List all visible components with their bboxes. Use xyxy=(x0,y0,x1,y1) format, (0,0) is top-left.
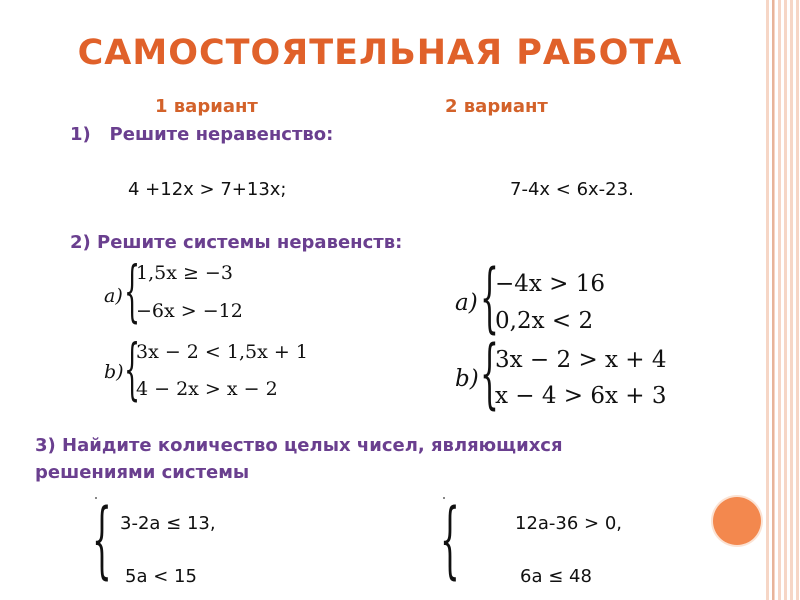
task2-v2-a-line2: 0,2x < 2 xyxy=(495,308,594,334)
task2-v2-b-brace: { xyxy=(480,329,499,418)
slide-title: САМОСТОЯТЕЛЬНАЯ РАБОТА xyxy=(77,33,683,73)
task3-v2-line1: 12a-36 > 0, xyxy=(515,513,623,534)
task2-v1-b-line1: 3x − 2 < 1,5x + 1 xyxy=(136,341,308,363)
task2-v2-b-line2: x − 4 > 6x + 3 xyxy=(495,383,667,409)
variant-1-label: 1 вариант xyxy=(155,96,258,117)
decorative-circle xyxy=(713,497,761,545)
task3-v2-brace: { xyxy=(440,489,460,589)
task1-v2-inequality: 7-4x < 6x-23. xyxy=(510,179,634,200)
task3-v1-line1: 3-2a ≤ 13, xyxy=(120,513,216,534)
task2-v1-a-line2: −6x > −12 xyxy=(136,300,243,322)
task2-v2-b-label: b) xyxy=(455,366,479,392)
task3-heading-line1: 3) Найдите количество целых чисел, являющихся xyxy=(35,435,563,456)
task2-v2-b-line1: 3x − 2 > x + 4 xyxy=(495,347,667,373)
variant-2-label: 2 вариант xyxy=(445,96,548,117)
task3-v1-brace: { xyxy=(92,489,112,589)
task2-v2-a-label: a) xyxy=(455,290,478,316)
task2-v1-a-brace: { xyxy=(124,251,141,330)
task2-v1-b-line2: 4 − 2x > x − 2 xyxy=(136,378,278,400)
task2-v1-a-line1: 1,5x ≥ −3 xyxy=(136,262,233,284)
task3-heading-line2: решениями системы xyxy=(35,462,250,483)
task3-v2-line2: 6a ≤ 48 xyxy=(520,566,592,587)
task2-v2-a-brace: { xyxy=(480,253,499,342)
task2-v2-a-line1: −4x > 16 xyxy=(495,271,606,297)
task1-v1-inequality: 4 +12x > 7+13x; xyxy=(128,179,287,200)
task2-heading: 2) Решите системы неравенств: xyxy=(70,232,403,253)
task2-v1-b-brace: { xyxy=(124,329,141,408)
decorative-stripe-line xyxy=(772,0,774,600)
task2-v1-a-label: a) xyxy=(104,285,123,307)
task2-v1-b-label: b) xyxy=(104,361,124,383)
task3-v1-line2: 5a < 15 xyxy=(125,566,197,587)
task1-heading: 1) Решите неравенство: xyxy=(70,124,334,145)
